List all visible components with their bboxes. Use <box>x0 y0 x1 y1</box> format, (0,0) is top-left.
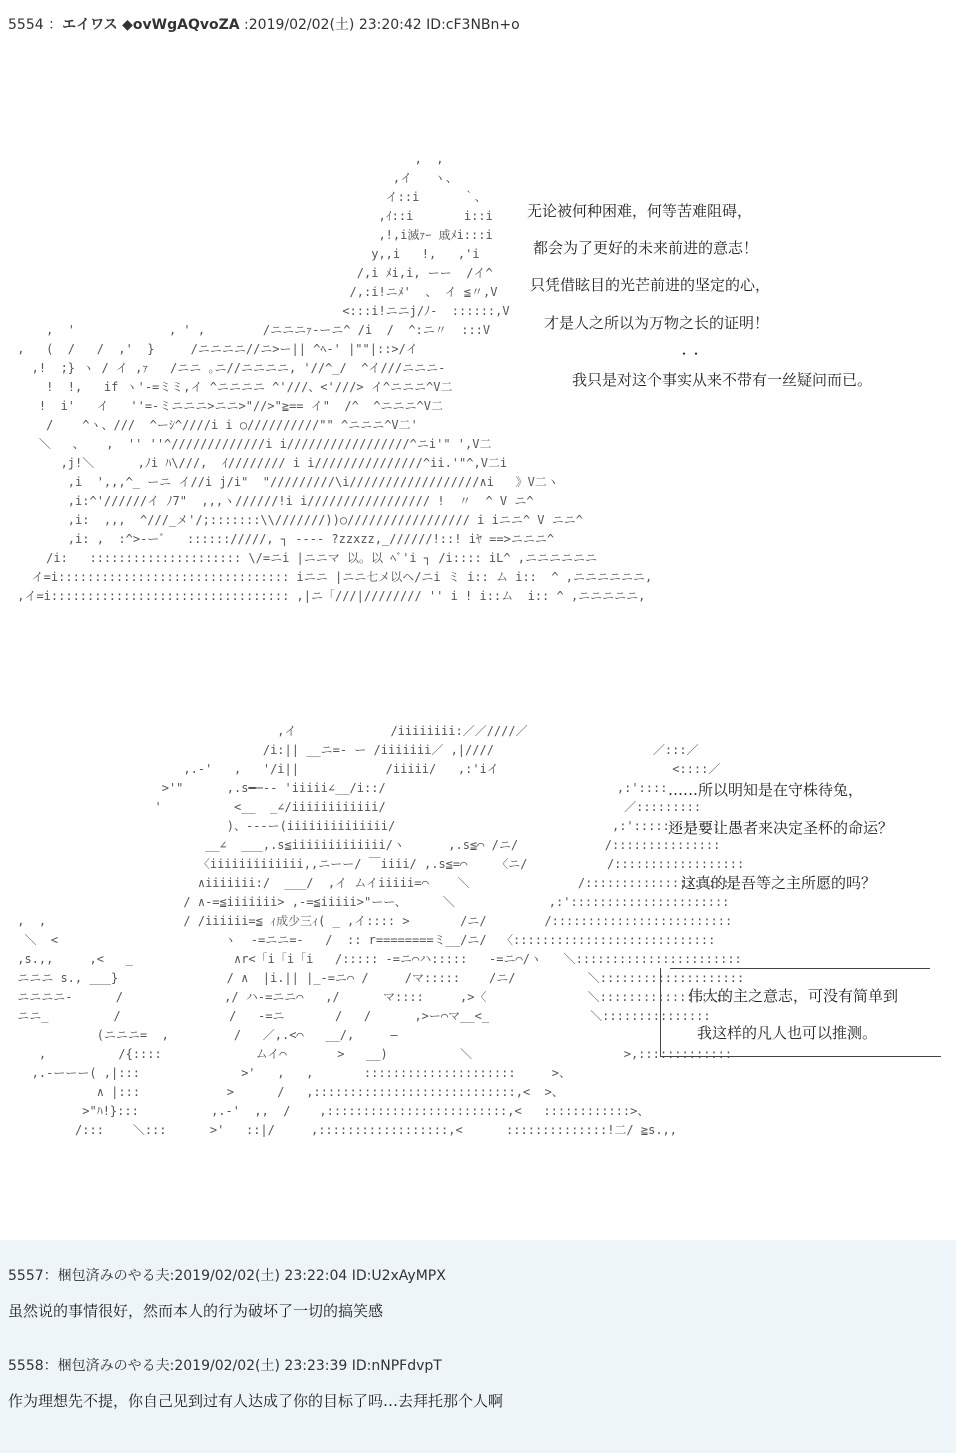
poster-name[interactable]: エイワス <box>62 17 118 33</box>
dialogue-line: 都会为了更好的未来前进的意志！ <box>533 239 759 257</box>
dialogue-line: 才是人之所以为万物之长的证明！ <box>544 314 770 332</box>
reply-header: 5557：梱包済みのやる夫:2019/02/02(土) 23:22:04 ID:U2xAyMPX <box>8 1268 446 1284</box>
emphasis-dots: ・・ <box>678 347 703 361</box>
dialogue-line: 这真的是吾等之主所愿的吗？ <box>681 874 877 892</box>
post-id[interactable]: ID:cF3NBn+o <box>426 17 520 33</box>
reply-body: 虽然说的事情很好，然而本人的行为破坏了一切的搞笑感 <box>8 1302 384 1320</box>
dialogue-line: 无论被何种困难，何等苦难阻碍， <box>527 202 753 220</box>
post-datetime: 2019/02/02(土) 23:20:42 <box>248 17 422 33</box>
speech-bubble <box>660 968 941 1057</box>
reply-body: 作为理想先不提，你自己见到过有人达成了你的目标了吗…去拜托那个人啊 <box>8 1392 504 1410</box>
dialogue-line: 我只是对这个事实从来不带有一丝疑问而已。 <box>572 371 873 389</box>
bubble-line: 我这样的凡人也可以推测。 <box>697 1024 878 1042</box>
post-number: 5554 <box>8 17 44 33</box>
bubble-line: 伟大的主之意志，可没有简单到 <box>688 987 899 1005</box>
poster-trip: ◆ovWgAQvoZA <box>122 17 240 33</box>
ascii-art-figure-1: , , ,イ ヽ、 イ::i ｀、 ,ｲ::i i::i ,!,i滅ｧｰ 戚ﾒi:::i y,,i !, ,'i /,i ﾒi,i, ーー /イ^ /,:i!ニﾒ' 、 イ ≦〃,V <:::i!ニニj/ﾉ- ::::::,V , ' , ' , /ニニニｧ-ーニ^ /i / ^:ニ〃 :::V , ( / / ,' } /ニニニニ//ニ>ー|| ^ﾍ‐' |""|::>/イ ,! ;} ヽ / イ ,ｧ /ニニ ｡ニ//ニニニニ, '//^_/ ^イ///ニニニ- ! !, if ヽ'-=ミミ,イ ^ニニニニ ^'///、<'///> イ^ニニニ^V二 ! i' イ ''=-ミニニニ>ニニ>"//>"≧== イ" /^ ^ニニニ^V二 / ^ヽ、/// ^ーｼ^////i i ○//////////"" ^ニニニ^V二' ＼ 、 , '' ''^/////////////i i/////////////////^ニi'" ',V二 ,j!＼ ,ﾉi ﾊ\///, ｲ//////// i i///////////////^ii.'"^,V二i ,i ',,,^_ ーニ イ//i j/i" "/////////\i//////////////////∧i 》V二ヽ ,i:^'//////イ ﾉ7" ,,,ヽ//////!i i///////////////// ! 〃 ^ V ニ^ ,i: ,,, ^///_メ'/;:::::::\\///////))○///////////////// i iニニ^ V ニニ^ ,i: , :^>-ーﾞ :::::://///, ┐ ---- ?zzxzz,_//////!::! iﾔ ==>ニニニ^ /i: ::::::::::::::::::::: \/=ニi |ニニマ 以。以 ﾍﾞ'i ┐ /i:::: iL^ ,ニニニニニニ イ=i:::::::::::::::::::::::::::::::: iニニ |ニニ七メ以ヘ/ニi ミ i:: ム i:: ^ ,ニニニニニニ, ,イ=i::::::::::::::::::::::::::::::::: ,|ニ「///|//////// '' i ! i::ム i:: ^ ,ニニニニニ, <box>17 152 653 603</box>
post-header: 5554 ：エイワス ◆ovWgAQvoZA :2019/02/02(土) 23:20:42 ID:cF3NBn+o <box>8 17 520 33</box>
dialogue-line: ……所以明知是在守株待兔， <box>668 781 864 799</box>
dialogue-line: 只凭借眩目的光芒前进的坚定的心， <box>530 276 771 294</box>
reply-header: 5558：梱包済みのやる夫:2019/02/02(土) 23:23:39 ID:nNPFdvpT <box>8 1358 442 1374</box>
dialogue-line: 还是要让愚者来决定圣杯的命运？ <box>668 819 894 837</box>
ascii-art-figure-2: ,イ /iiiiiiii:／／////／ /i:|| __ニ=- ー /iiiiiii／ ,|//// ／:::／ ,.-' , '/i|| /iiiii/ ,:'iイ <::::／ >'" ,.s━─-- 'iiiii∠__/i::/ ,:':::: ' <__ _∠/iiiiiiiiiiii/ ／::::::::: )、---ー(iiiiiiiiiiiiii/ ,:':::::::::::: __∠ ___,.s≦iiiiiiiiiiiii/ヽ ,.s≦⌒ /ニ/ /::::::::::::::: 〈iiiiiiiiiiiii,,ニーー/ ￣iiii/ ,.s≦=⌒ 〈ニ/ /:::::::::::::::::: ∧iiiiiii:/ ___/ ,イ ムイiiiii=⌒ ＼ /::::::::::::::::::::: / ∧-=≦iiiiiii> ,-=≦iiiii>"ーー、 ＼ ,:':::::::::::::::::::::: , , / /iiiiii=≦ ｨ成少三ｨ( _ ,イ:::: > /ニ/ /::::::::::::::::::::::::: ＼ < ヽ -=ニニ=- / :: r========ミ__/ニ/ 〈:::::::::::::::::::::::::::: ,s.,, ,< _ ∧r<「i「i「i /::::: -=ニ⌒ハ::::: -=ニ⌒/ヽ ＼::::::::::::::::::::::: ニニニ s., ___} / ∧ |i.|| |_-=ニ⌒ / /マ::::: /ニ/ ＼:::::::::::::::::::: ニニニニ- / ,/ ハ-=ニニ⌒ ,/ マ:::: ,>〈 ＼:::::::::::::::::: ニニ_ / / -=ニ / / ,>ー⌒マ__<_ ＼::::::::::::::: (ニニニ= , / ／,.<⌒ __/, ― , /{:::: ムイ⌒ > __) ＼ >,::::::::::::: ,.-ーーー( ,|::: >' , , ::::::::::::::::::::: >、 ∧ |::: > / ,::::::::::::::::::::::::::::,< >、 >"ﾊ!}::: ,.-' ,, / ,:::::::::::::::::::::::::,< ::::::::::::>、 /::: ＼::: >' ::|/ ,::::::::::::::::::,< ::::::::::::::!二/ ≧s.,, <box>17 724 745 1137</box>
